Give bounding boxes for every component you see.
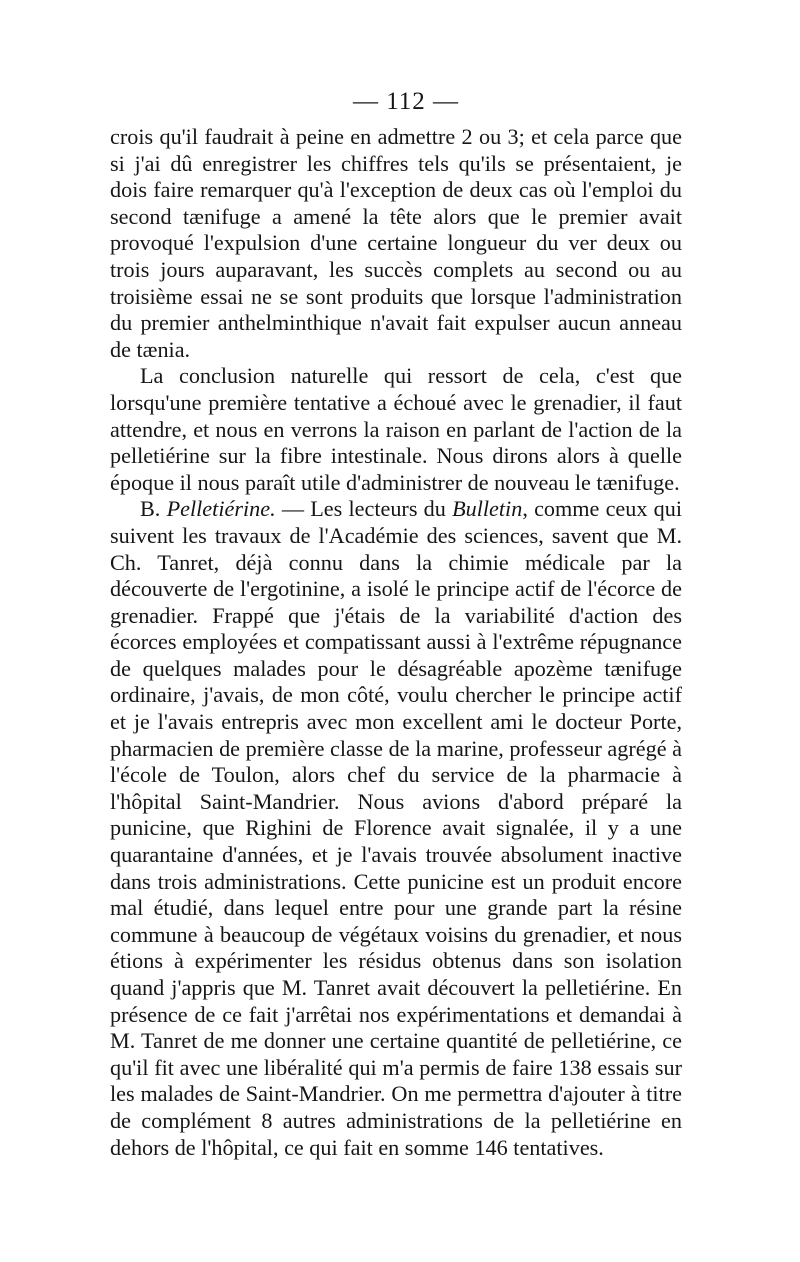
paragraph-text-segment: , comme ceux qui suivent les travaux de l'Académie des sciences, savent que M. Ch. Tanret, déjà connu dans la chimie médicale par la découverte de l'ergotinine, a isolé le principe actif de l'écorce de grenadier. Frappé que j'étais de la variabilité d'action des écorces employées et compatissant aussi à l'extrême répugnance de quelques malades pour le désagréable apozème tænifuge ordinaire, j'avais, de mon côté, voulu chercher le principe actif et je l'avais entrepris avec mon excellent ami le docteur Porte, pharmacien de première classe de la marine, professeur agrégé à l'école de Toulon, alors chef du service de la pharmacie à l'hôpital Saint-Mandrier. Nous avions d'abord préparé la punicine, que Righini de Florence avait signalée, il y a une quarantaine d'années, et je l'avais trouvée absolument inactive dans trois administrations. Cette punicine est un produit encore mal étudié, dans lequel entre pour une grande part la résine commune à beaucoup de végétaux voisins du grenadier, et nous étions à expérimenter les résidus obtenus dans son isolation quand j'appris que M. Tanret avait découvert la pelletiérine. En présence de ce fait j'arrêtai nos expérimentations et demandai à M. Tanret de me donner une certaine quantité de pelletiérine, ce qu'il fit avec une libéralité qui m'a permis de faire 138 essais sur les malades de Saint-Mandrier. On me permettra d'ajouter à titre de complément 8 autres administrations de la pelletiérine en dehors de l'hôpital, ce qui fait en somme 146 tentatives. xyxy=(110,496,683,1160)
paragraph-continuation: crois qu'il faudrait à peine en admettre 2 ou 3; et cela parce que si j'ai dû enregistrer les chiffres tels qu'ils se présentaient, je dois faire remarquer qu'à l'exception de deux cas où l'emploi du second tænifuge a amené la tête alors que le premier avait provoqué l'expulsion d'une certaine longueur du ver deux ou trois jours auparavant, les succès complets au second ou au troisième essai ne se sont produits que lorsque l'administration du premier anthelminthique n'avait fait expulser aucun anneau de tænia. xyxy=(110,124,682,362)
section-heading: Pelletiérine. xyxy=(166,496,276,522)
paragraph-text-segment: — Les lecteurs du xyxy=(275,496,453,522)
document-page xyxy=(110,88,682,1161)
paragraph-conclusion: La conclusion naturelle qui ressort de cela, c'est que lorsqu'une première tentative a échoué avec le grenadier, il faut attendre, et nous en verrons la raison en parlant de l'action de la pelletiérine sur la fibre intestinale. Nous dirons alors à quelle époque il nous paraît utile d'administrer de nouveau le tænifuge. xyxy=(110,363,682,495)
section-label: B. xyxy=(140,496,161,522)
bulletin-title: Bulletin xyxy=(452,496,523,522)
paragraph-pelletierine xyxy=(110,496,682,1161)
page-number: — 112 — xyxy=(352,88,460,115)
